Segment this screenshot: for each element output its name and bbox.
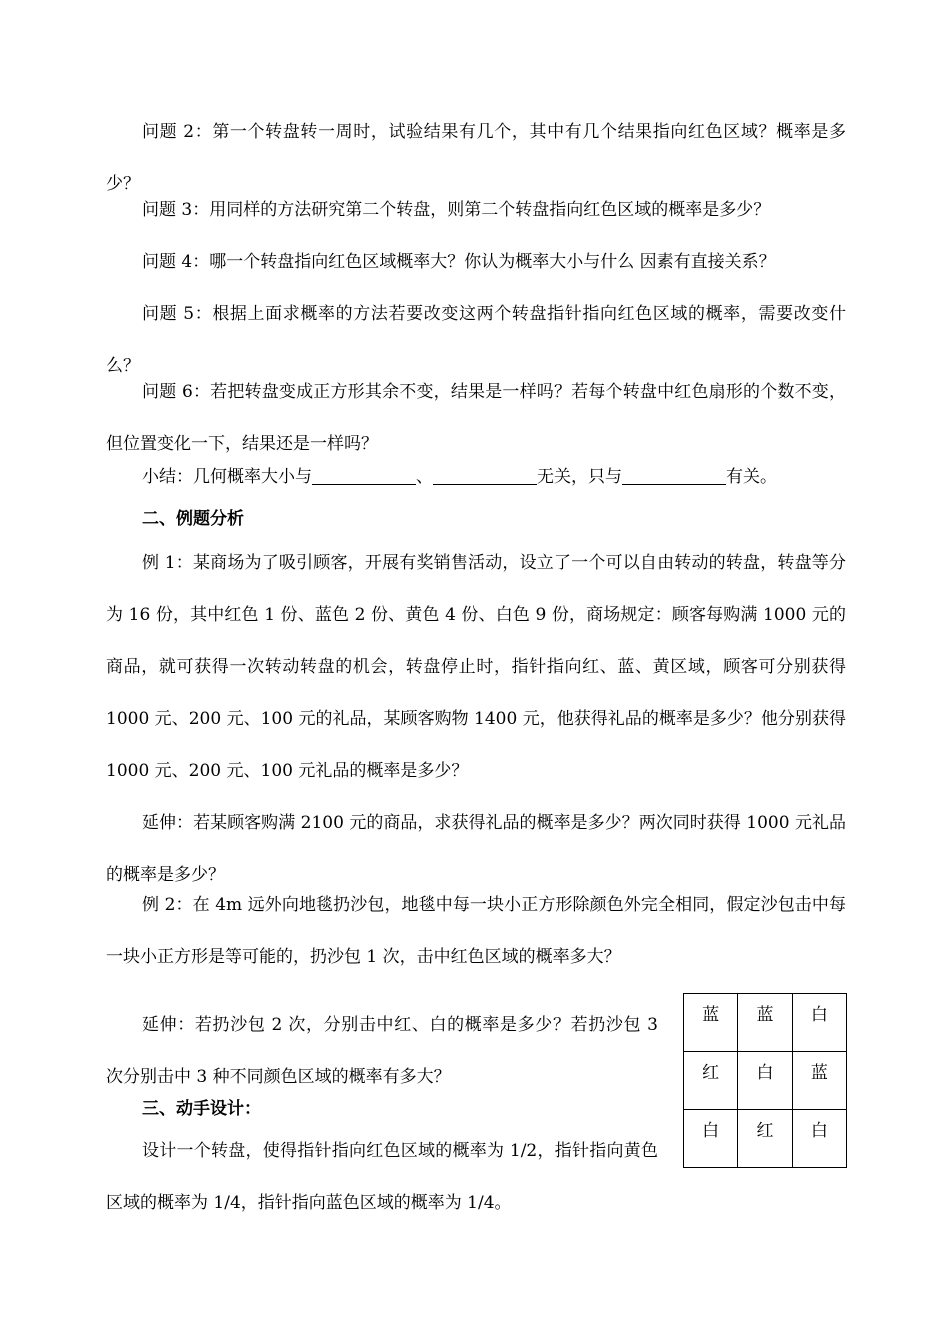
grid-cell: 红: [738, 1110, 792, 1168]
extension-1: 延伸：若某顾客购满 2100 元的商品，求获得礼品的概率是多少？两次同时获得 1000 元礼品的概率是多少？: [106, 813, 846, 885]
grid-cell: 白: [738, 1052, 792, 1110]
summary-blank-1: [312, 466, 416, 485]
grid-cell: 白: [792, 1110, 846, 1168]
question-4: 问题 4：哪一个转盘指向红色区域概率大？你认为概率大小与什么 因素有直接关系？: [142, 252, 776, 272]
summary-separator: 、: [416, 467, 433, 487]
grid-cell: 白: [792, 994, 846, 1052]
summary-suffix: 有关。: [726, 467, 777, 487]
grid-cell: 白: [684, 1110, 738, 1168]
summary-middle: 无关，只与: [537, 467, 622, 487]
extension-2: 延伸：若扔沙包 2 次，分别击中红、白的概率是多少？若扔沙包 3 次分别击中 3 种不同颜色区域的概率有多大？: [106, 1015, 658, 1087]
example-1: 例 1：某商场为了吸引顾客，开展有奖销售活动，设立了一个可以自由转动的转盘，转盘等分为 16 份，其中红色 1 份、蓝色 2 份、黄色 4 份、白色 9 份，商场规定：顾客每购满 1000 元的商品，就可获得一次转动转盘的机会，转盘停止时，指针指向红、蓝、黄区域，顾客可分别获得 1000 元、200 元、100 元的礼品，某顾客购物 1400 元，他获得礼品的概率是多少？他分别获得 1000 元、200 元、100 元礼品的概率是多少？: [106, 553, 846, 781]
example-2: 例 2：在 4m 远外向地毯扔沙包，地毯中每一块小正方形除颜色外完全相同，假定沙包击中每一块小正方形是等可能的，扔沙包 1 次，击中红色区域的概率多大？: [106, 895, 846, 967]
summary-blank-3: [622, 466, 726, 485]
section-2-heading: 二、例题分析: [142, 509, 244, 529]
carpet-grid: [683, 993, 847, 1168]
design-task: 设计一个转盘，使得指针指向红色区域的概率为 1/2，指针指向黄色区域的概率为 1/4，指针指向蓝色区域的概率为 1/4。: [106, 1141, 658, 1213]
question-3: 问题 3：用同样的方法研究第二个转盘，则第二个转盘指向红色区域的概率是多少？: [142, 200, 771, 220]
grid-cell: 蓝: [684, 994, 738, 1052]
question-2: 问题 2：第一个转盘转一周时，试验结果有几个，其中有几个结果指向红色区域？概率是多少？: [106, 122, 846, 194]
summary-blank-2: [433, 466, 537, 485]
section-3-heading: 三、动手设计：: [142, 1099, 261, 1119]
summary-prefix: 小结：几何概率大小与: [142, 467, 312, 487]
question-5: 问题 5：根据上面求概率的方法若要改变这两个转盘指针指向红色区域的概率，需要改变什么？: [106, 304, 846, 376]
question-6: 问题 6：若把转盘变成正方形其余不变，结果是一样吗？若每个转盘中红色扇形的个数不变，但位置变化一下，结果还是一样吗？: [106, 382, 846, 454]
grid-cell: 蓝: [738, 994, 792, 1052]
grid-cell: 蓝: [792, 1052, 846, 1110]
grid-row: [684, 994, 847, 1052]
grid-cell: 红: [684, 1052, 738, 1110]
